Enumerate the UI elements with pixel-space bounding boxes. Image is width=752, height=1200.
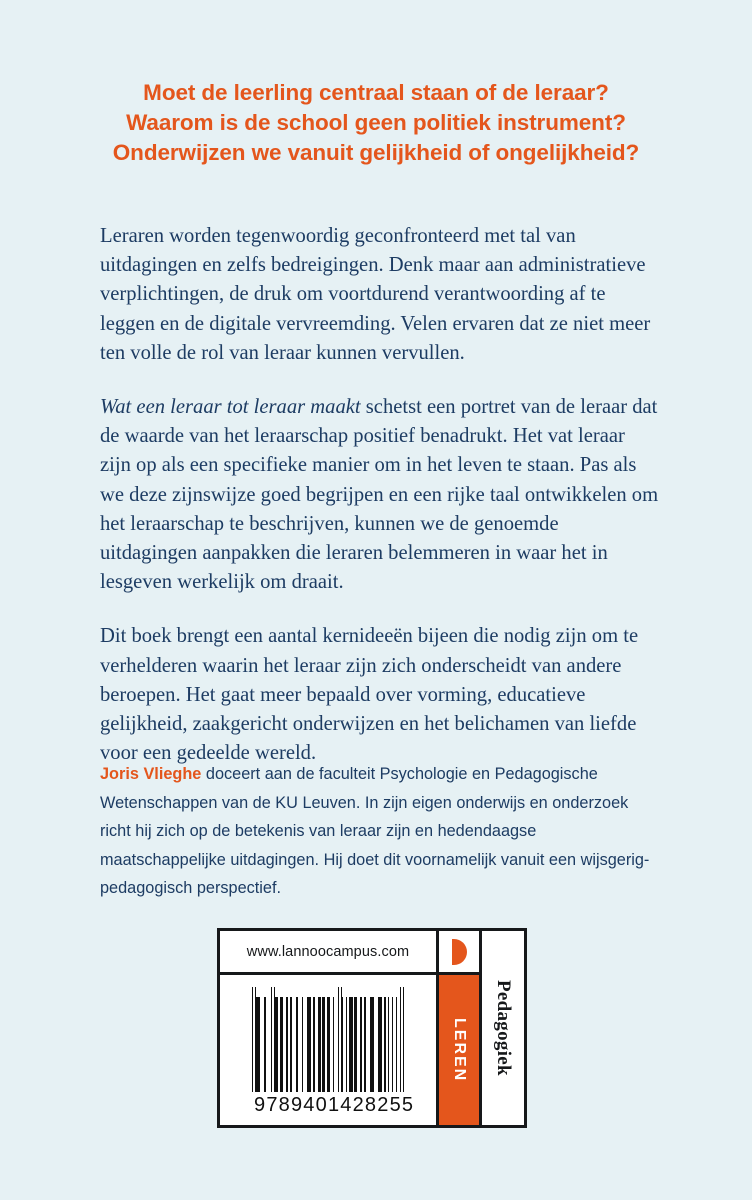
headline-line-3: Onderwijzen we vanuit gelijkheid of ongelijkheid? [112, 140, 640, 165]
blurb-paragraph-2-rest: schetst een portret van de leraar dat de waarde van het leraarschap positief benadrukt. Het vat leraar zijn op als een specifieke manier om in het leven te staan. Pas als we deze zijnswijze goed begrijpen en een rijke taal ontwikkelen om het leraarschap te beschrijven, kunnen we de genoemde uitdagingen aanpakken die leraren belemmeren in waar het in lesgeven werkelijk om draait. [100, 396, 659, 594]
isbn-group-1: 789401 [266, 1094, 341, 1116]
isbn-digits [252, 1094, 415, 1117]
blurb-body [100, 222, 660, 768]
author-name: Joris Vlieghe [100, 765, 202, 783]
publisher-logo-cell [439, 931, 479, 975]
author-bio [100, 760, 660, 903]
category-label: Pedagogiek [493, 980, 514, 1076]
blurb-paragraph-2 [100, 393, 660, 597]
lannoo-half-disc-icon [452, 939, 467, 965]
series-label: LEREN [451, 1017, 468, 1083]
author-bio-text: doceert aan de faculteit Psychologie en Pedagogische Wetenschappen van de KU Leuven. In zijn eigen onderwijs en onderzoek richt hij zich op de betekenis van leraar zijn en hedendaagse maatschappelijke uitdagingen. Hij doet dit voornamelijk vanuit een wijsgerig-pedagogisch perspectief. [100, 765, 650, 897]
barcode-block [217, 928, 527, 1128]
publisher-url[interactable]: www.lannoocampus.com [220, 931, 436, 975]
headline-line-1: Moet de leerling centraal staan of de leraar? [143, 80, 609, 105]
headline-line-2: Waarom is de school geen politiek instrument? [126, 110, 626, 135]
ean-barcode [220, 975, 436, 1125]
barcode-bars [252, 997, 404, 1092]
blurb-paragraph-3: Dit boek brengt een aantal kernideeën bijeen die nodig zijn om te verhelderen waarin het leraar zijn zich onderscheidt van andere beroepen. Het gaat meer bepaald over vorming, educatieve gelijkheid, zaakgericht onderwijzen en het belichamen van liefde voor een gedeelde wereld. [100, 625, 639, 765]
blurb-paragraph-1: Leraren worden tegenwoordig geconfronteerd met tal van uitdagingen en zelfs bedreigingen. Denk maar aan administratieve verplichtingen, de druk om voortdurend verantwoording af te leggen en de digitale vervreemding. Velen ervaren dat ze niet meer ten volle de rol van leraar kunnen vervullen. [100, 225, 651, 364]
barcode-middle-column [439, 931, 482, 1125]
category-strip [482, 931, 524, 1125]
barcode-bar [403, 987, 404, 1092]
headline-block [60, 78, 692, 168]
book-title-italic: Wat een leraar tot leraar maakt [100, 396, 361, 419]
barcode-left-column [220, 931, 439, 1125]
isbn-group-2: 428255 [340, 1094, 415, 1116]
isbn-prefix-digit: 9 [254, 1094, 267, 1116]
series-strip [439, 975, 479, 1125]
